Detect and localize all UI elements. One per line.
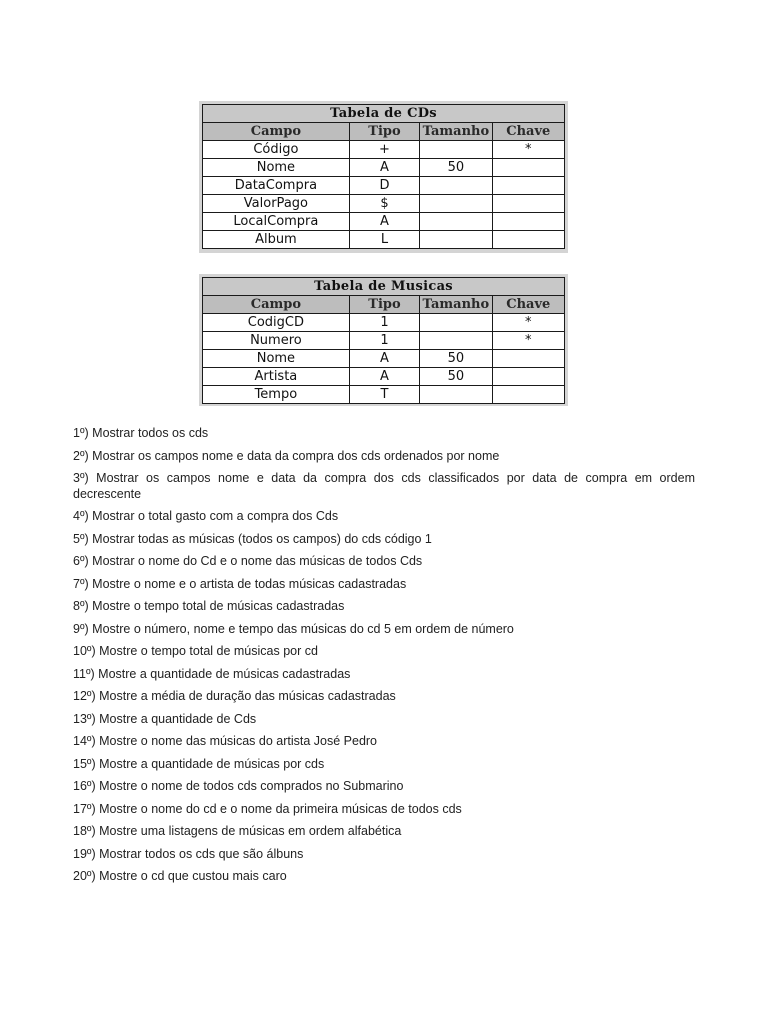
exercise-item: 6º) Mostrar o nome do Cd e o nome das músicas de todos Cds [73, 554, 423, 568]
column-header-chave: Chave [492, 123, 564, 141]
cell-tipo: + [349, 141, 419, 159]
table-row [203, 141, 565, 159]
cell-tamanho [420, 386, 492, 404]
cell-tamanho [420, 231, 492, 249]
exercise-item: 2º) Mostrar os campos nome e data da compra dos cds ordenados por nome [73, 448, 500, 463]
cell-chave [492, 231, 564, 249]
cell-chave [492, 213, 564, 231]
cell-tamanho [420, 177, 492, 195]
cell-tipo: A [349, 368, 419, 386]
cell-tamanho [420, 314, 492, 332]
cell-campo: DataCompra [203, 177, 350, 195]
column-header-campo: Campo [203, 296, 350, 314]
cell-campo: Numero [203, 332, 350, 350]
column-header-campo: Campo [203, 123, 350, 141]
table-row [203, 195, 565, 213]
exercise-item: 9º) Mostre o número, nome e tempo das músicas do cd 5 em ordem de número [73, 621, 514, 636]
cell-tipo: T [349, 386, 419, 404]
exercise-item: 5º) Mostrar todas as músicas (todos os campos) do cds código 1 [73, 531, 432, 546]
table-row [203, 368, 565, 386]
cell-campo: Album [203, 231, 350, 249]
cell-tamanho: 50 [420, 350, 492, 368]
exercise-item: 20º) Mostre o cd que custou mais caro [73, 869, 287, 883]
exercise-item: 4º) Mostrar o total gasto com a compra dos Cds [73, 509, 339, 523]
cell-campo: Tempo [203, 386, 350, 404]
table-row [203, 213, 565, 231]
cell-tipo: D [349, 177, 419, 195]
cell-chave: * [492, 332, 564, 350]
column-header-tipo: Tipo [349, 123, 419, 141]
cell-campo: CodigCD [203, 314, 350, 332]
exercise-item: 1º) Mostrar todos os cds [73, 426, 209, 440]
table-musicas [202, 277, 565, 404]
table-cds-image [199, 101, 568, 253]
cell-tipo: A [349, 159, 419, 177]
exercise-item: 14º) Mostre o nome das músicas do artista José Pedro [73, 734, 378, 748]
table-musicas-image [199, 274, 568, 406]
cell-tamanho: 50 [420, 159, 492, 177]
cell-campo: LocalCompra [203, 213, 350, 231]
cell-tipo: A [349, 213, 419, 231]
cell-tipo: L [349, 231, 419, 249]
exercise-item: 10º) Mostre o tempo total de músicas por cd [73, 644, 318, 658]
exercise-item: 18º) Mostre uma listagens de músicas em ordem alfabética [73, 824, 402, 838]
cell-tipo: 1 [349, 332, 419, 350]
cell-tipo: 1 [349, 314, 419, 332]
exercise-item: 15º) Mostre a quantidade de músicas por cds [73, 756, 325, 771]
cell-tamanho [420, 213, 492, 231]
exercise-item: 16º) Mostre o nome de todos cds comprados no Submarino [73, 779, 404, 793]
cell-tamanho [420, 195, 492, 213]
cell-chave [492, 350, 564, 368]
table-row [203, 332, 565, 350]
table-row [203, 231, 565, 249]
exercise-item: 19º) Mostrar todos os cds que são álbuns [73, 846, 304, 861]
table-row [203, 159, 565, 177]
exercise-item: 12º) Mostre a média de duração das músicas cadastradas [73, 689, 396, 703]
exercise-item: 7º) Mostre o nome e o artista de todas músicas cadastradas [73, 576, 407, 591]
cell-chave: * [492, 141, 564, 159]
cell-chave [492, 177, 564, 195]
cell-tipo: A [349, 350, 419, 368]
table-row [203, 314, 565, 332]
exercise-list [73, 426, 695, 892]
cell-chave [492, 386, 564, 404]
cell-chave [492, 159, 564, 177]
table-row [203, 386, 565, 404]
column-header-tamanho: Tamanho [420, 123, 492, 141]
cell-campo: ValorPago [203, 195, 350, 213]
cell-tamanho [420, 332, 492, 350]
column-header-tipo: Tipo [349, 296, 419, 314]
table-cds [202, 104, 565, 249]
exercise-item: 17º) Mostre o nome do cd e o nome da primeira músicas de todos cds [73, 801, 462, 816]
table-cds-title: Tabela de CDs [203, 105, 565, 123]
cell-campo: Nome [203, 159, 350, 177]
cell-tipo: $ [349, 195, 419, 213]
column-header-tamanho: Tamanho [420, 296, 492, 314]
table-musicas-title: Tabela de Musicas [203, 278, 565, 296]
exercise-item: 11º) Mostre a quantidade de músicas cadastradas [73, 666, 351, 681]
cell-tamanho: 50 [420, 368, 492, 386]
exercise-item: 8º) Mostre o tempo total de músicas cadastradas [73, 599, 345, 613]
cell-tamanho [420, 141, 492, 159]
table-row [203, 177, 565, 195]
cell-campo: Nome [203, 350, 350, 368]
cell-chave: * [492, 314, 564, 332]
cell-campo: Código [203, 141, 350, 159]
table-row [203, 350, 565, 368]
cell-campo: Artista [203, 368, 350, 386]
cell-chave [492, 195, 564, 213]
exercise-item: 3º) Mostrar os campos nome e data da compra dos cds classificados por data de compra em ordem decrescente [73, 471, 695, 501]
column-header-chave: Chave [492, 296, 564, 314]
cell-chave [492, 368, 564, 386]
exercise-item: 13º) Mostre a quantidade de Cds [73, 711, 257, 726]
